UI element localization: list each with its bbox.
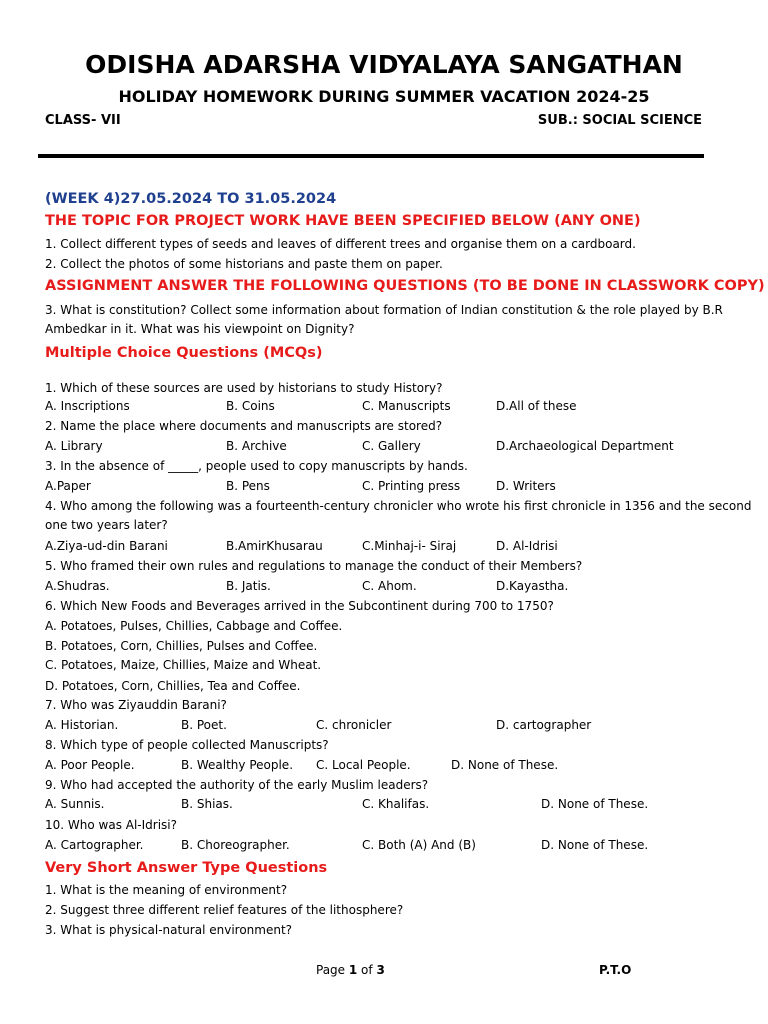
option: D.Kayastha. (496, 579, 569, 593)
mcq-q8-options (45, 758, 738, 774)
mcq-q7: 7. Who was Ziyauddin Barani? (45, 698, 227, 712)
option: D. None of These. (541, 797, 649, 811)
option: C. Khalifas. (362, 797, 430, 811)
option: B.AmirKhusarau (226, 539, 323, 553)
mcq-q6-option-d: D. Potatoes, Corn, Chillies, Tea and Coffee. (45, 679, 301, 693)
option: A.Ziya-ud-din Barani (45, 539, 168, 553)
mcq-q9: 9. Who had accepted the authority of the early Muslim leaders? (45, 778, 429, 792)
mcq-q10: 10. Who was Al-Idrisi? (45, 818, 178, 832)
mcq-q2: 2. Name the place where documents and manuscripts are stored? (45, 419, 443, 433)
mcq-heading: Multiple Choice Questions (MCQs) (45, 345, 323, 361)
subject-label: SUB.: SOCIAL SCIENCE (537, 113, 702, 128)
option: C. Local People. (316, 758, 411, 772)
page-total: 3 (376, 963, 385, 977)
option: D. None of These. (541, 838, 649, 852)
option: B. Poet. (181, 718, 227, 732)
pto-label: P.T.O (599, 963, 632, 977)
mcq-q3-options (45, 479, 738, 495)
vsa-q1: 1. What is the meaning of environment? (45, 883, 288, 897)
option: D. Writers (496, 479, 556, 493)
page-indicator (316, 963, 385, 977)
option: A. Poor People. (45, 758, 135, 772)
mcq-q1: 1. Which of these sources are used by historians to study History? (45, 381, 443, 395)
class-subject-row (45, 113, 702, 128)
project-heading: THE TOPIC FOR PROJECT WORK HAVE BEEN SPECIFIED BELOW (ANY ONE) (45, 213, 641, 229)
option: C. Gallery (362, 439, 421, 453)
mcq-q1-options (45, 399, 738, 415)
option: C. Both (A) And (B) (362, 838, 476, 852)
mcq-q4-options (45, 539, 738, 555)
mcq-q5: 5. Who framed their own rules and regulations to manage the conduct of their Members? (45, 559, 583, 573)
project-item-2: 2. Collect the photos of some historians and paste them on paper. (45, 257, 443, 271)
org-title: ODISHA ADARSHA VIDYALAYA SANGATHAN (85, 50, 683, 79)
option: A.Shudras. (45, 579, 110, 593)
mcq-q4-line2: one two years later? (45, 518, 168, 532)
page-number: 1 (348, 963, 358, 977)
vsa-q3: 3. What is physical-natural environment? (45, 923, 293, 937)
option: A. Historian. (45, 718, 119, 732)
mcq-q6-option-b: B. Potatoes, Corn, Chillies, Pulses and Coffee. (45, 639, 318, 653)
option: A. Cartographer. (45, 838, 144, 852)
option: D.Archaeological Department (496, 439, 674, 453)
assignment-q3-line1: 3. What is constitution? Collect some information about formation of Indian constitution & the role played by B.R (45, 303, 723, 317)
mcq-q3: 3. In the absence of _____, people used to copy manuscripts by hands. (45, 459, 468, 473)
mcq-q2-options (45, 439, 738, 455)
mcq-q10-options (45, 838, 738, 854)
option: A. Library (45, 439, 103, 453)
mcq-q6-option-c: C. Potatoes, Maize, Chillies, Maize and Wheat. (45, 658, 322, 672)
option: B. Archive (226, 439, 287, 453)
mcq-q6-option-a: A. Potatoes, Pulses, Chillies, Cabbage and Coffee. (45, 619, 343, 633)
option: D. cartographer (496, 718, 592, 732)
option: B. Jatis. (226, 579, 271, 593)
option: B. Coins (226, 399, 275, 413)
mcq-q7-options (45, 718, 738, 734)
mcq-q4-line1: 4. Who among the following was a fourteenth-century chronicler who wrote his first chronicle in 1356 and the second (45, 499, 752, 513)
header-divider (38, 154, 704, 158)
vsa-heading: Very Short Answer Type Questions (45, 860, 328, 876)
class-label: CLASS- VII (45, 113, 121, 128)
mcq-q6: 6. Which New Foods and Beverages arrived in the Subcontinent during 700 to 1750? (45, 599, 554, 613)
mcq-q9-options (45, 797, 738, 813)
vsa-q2: 2. Suggest three different relief features of the lithosphere? (45, 903, 404, 917)
option: C. chronicler (316, 718, 392, 732)
option: B. Pens (226, 479, 270, 493)
page-prefix: Page (316, 963, 349, 977)
option: A. Inscriptions (45, 399, 130, 413)
option: A.Paper (45, 479, 91, 493)
option: B. Choreographer. (181, 838, 290, 852)
option: C. Manuscripts (362, 399, 451, 413)
project-item-1: 1. Collect different types of seeds and leaves of different trees and organise them on a cardboard. (45, 237, 636, 251)
option: B. Shias. (181, 797, 233, 811)
option: D. Al-Idrisi (496, 539, 558, 553)
option: C. Printing press (362, 479, 461, 493)
mcq-q8: 8. Which type of people collected Manuscripts? (45, 738, 329, 752)
option: C. Ahom. (362, 579, 417, 593)
option: A. Sunnis. (45, 797, 105, 811)
page-mid: of (357, 963, 377, 977)
option: D.All of these (496, 399, 577, 413)
mcq-q5-options (45, 579, 738, 595)
assignment-q3-line2: Ambedkar in it. What was his viewpoint on Dignity? (45, 322, 355, 336)
option: B. Wealthy People. (181, 758, 294, 772)
option: C.Minhaj-i- Siraj (362, 539, 457, 553)
option: D. None of These. (451, 758, 559, 772)
week-heading: (WEEK 4)27.05.2024 TO 31.05.2024 (45, 191, 337, 207)
homework-title: HOLIDAY HOMEWORK DURING SUMMER VACATION 2024-25 (118, 87, 650, 106)
assignment-heading: ASSIGNMENT ANSWER THE FOLLOWING QUESTIONS (TO BE DONE IN CLASSWORK COPY) (45, 278, 765, 294)
